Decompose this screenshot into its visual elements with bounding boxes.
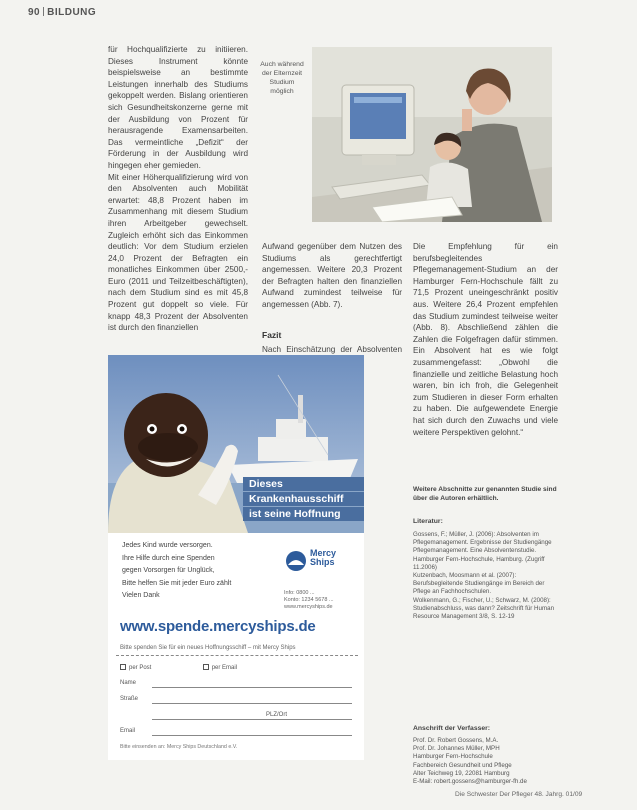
coupon-options bbox=[120, 664, 237, 671]
slogan-line: Krankenhausschiff bbox=[243, 492, 364, 506]
slogan-line: Dieses bbox=[243, 477, 364, 491]
coupon-footer: Bitte einsenden an: Mercy Ships Deutschland e.V. bbox=[120, 744, 238, 750]
address-heading: Anschrift der Verfasser: bbox=[413, 725, 491, 732]
option-label: per Email bbox=[211, 665, 238, 671]
photo-caption: Auch während der Elternzeit Studium möglich bbox=[260, 61, 304, 95]
literature-entry: Kutzenbach, Moosmann et al. (2007): Berufsbegleitende Studiengänge im Bereich der Pflege an Fachhochschulen. bbox=[413, 572, 545, 596]
info-note: Weitere Abschnitte zur genannten Studie sind über die Autoren erhältlich. bbox=[413, 486, 557, 502]
address-block bbox=[413, 737, 558, 786]
page-number: 90 bbox=[28, 7, 41, 18]
page-footer: Die Schwester Der Pfleger 48. Jahrg. 01/09 bbox=[455, 791, 583, 798]
article-column-3: Die Empfehlung für ein berufsbegleitendes Pflegemanagement-Studium an der Hamburger Fern-Hochschule fällt zu 71,5 Prozent uneingeschränkt positiv aus. Weitere 26,4 Prozent empfehlen das Studium zumindest teilweise weiter (Abb. 8). Abschließend zählen die Zahlen die Folgefragen dafür stimmen. Ein Absolvent hat es wie folgt zusammengefasst: „Obwohl die finanzielle und zeitliche Belastung hoch waren, bin ich froh, die Gelegenheit zum Studieren in dieser Form erhalten zu haben. Die aufgewendete Energie hat sich durch den Zuwachs und viele weitere Perspektiven gelohnt.“ bbox=[413, 242, 558, 437]
fazit-heading: Fazit bbox=[262, 330, 282, 340]
ad-body-line: Bitte helfen Sie mit jeder Euro zählt bbox=[122, 579, 232, 587]
field-label: Straße bbox=[120, 696, 139, 702]
ad-body-line: Vielen Dank bbox=[122, 592, 160, 600]
logo-info-line: Konto: 1234 5678 ... bbox=[284, 597, 334, 603]
header-divider bbox=[43, 7, 44, 16]
mercy-ships-logo bbox=[284, 543, 354, 611]
field-label: Name bbox=[120, 680, 137, 686]
checkbox-per-email[interactable] bbox=[203, 664, 209, 670]
email-input-line[interactable] bbox=[152, 735, 352, 736]
address-line: Alter Teichweg 19, 22081 Hamburg bbox=[413, 769, 510, 777]
paragraph: für Hochqualifizierte zu initiieren. Dieses Instrument könnte beispielsweise an bestimmte Leistungen innerhalb des Studiums gekoppelt werden. Bislang orientieren sich Gesundheitskonzerne gerne mit der Ausbildung von Prozent für herausragende Examensarbeiten. Das vermeintliche „Defizit“ der Förderung in der Ausbildung wird hingegen eher gemieden. bbox=[108, 45, 248, 170]
address-line: Fachbereich Gesundheit und Pflege bbox=[413, 761, 512, 769]
street-input-line[interactable] bbox=[152, 703, 352, 704]
ad-body-line: gegen Vorsorgen für Unglück, bbox=[122, 567, 215, 575]
logo-name: Mercy Ships bbox=[310, 548, 337, 567]
paragraph: Mit einer Höherqualifizierung wird von den Absolventen auch Mobilität erwartet: 48,8 Prozent haben im Zusammenhang mit diesem Studium ihren Arbeitgeber gewechselt. Zugleich erhöht sich das Einkommen deutlich: Vor dem Studium erzielen 24,0 Prozent der Befragten ein monatliches Einkommen über 2500,- Euro (2011 und Teilzeitbeschäftigten), nach dem Studium sind es mit 45,8 Prozent gut doppelt so viele. Für knapp 48,3 Prozent der Absolventen ist durch den finanziellen bbox=[108, 172, 248, 333]
ad-slogan bbox=[243, 477, 364, 522]
address-line: Hamburger Fern-Hochschule bbox=[413, 753, 493, 761]
slogan-line: ist seine Hoffnung bbox=[243, 507, 364, 521]
literature-entry: Wolkenmann, G.; Fischer, U.; Schwarz, M. (2008): Studienabschluss, was dann? Zeitschrift für Human Resource Management 3/8, S. 12-19 bbox=[413, 596, 555, 621]
field-label: PLZ/Ort bbox=[266, 712, 288, 718]
address-line: Prof. Dr. Robert Gossens, M.A. bbox=[413, 737, 499, 744]
mercy-ships-advertisement bbox=[108, 355, 364, 760]
article-column-2 bbox=[262, 241, 402, 311]
logo-info-line: www.mercyships.de bbox=[284, 604, 333, 610]
section-title: BILDUNG bbox=[47, 7, 97, 18]
literature-list bbox=[413, 531, 558, 621]
ad-body-line: Ihre Hilfe durch eine Spenden bbox=[122, 554, 215, 562]
literature-entry: Gossens, F.; Müller, J. (2006): Absolventen im Pflegemanagement. Ergebnisse der Studiengänge Pflegemanagement. Eine Absolventenstudie. Hamburger Fern-Hochschule, Hamburg. (Zugriff 11.2006) bbox=[413, 531, 552, 571]
ad-body bbox=[122, 540, 252, 603]
city-input-line[interactable] bbox=[152, 719, 352, 720]
page-header bbox=[28, 7, 96, 18]
field-label: Email bbox=[120, 728, 136, 734]
address-line: Prof. Dr. Johannes Müller, MPH bbox=[413, 745, 500, 753]
literature-heading: Literatur: bbox=[413, 518, 443, 525]
checkbox-per-post[interactable] bbox=[120, 664, 126, 670]
option-label: per Post bbox=[129, 665, 152, 671]
donation-coupon bbox=[116, 655, 358, 755]
logo-info-line: Info: 0800 ... bbox=[284, 590, 315, 596]
address-line: E-Mail: robert.gossens@hamburger-fh.de bbox=[413, 778, 527, 786]
paragraph: Aufwand gegenüber dem Nutzen des Studiums als gerechtfertigt angemessen. Weitere 20,3 Prozent der Befragten halten den finanziellen Aufwand zumindest teilweise für angemessen (Abb. 7). bbox=[262, 242, 402, 309]
article-column-1 bbox=[108, 44, 248, 334]
article-photo bbox=[312, 47, 552, 222]
name-input-line[interactable] bbox=[152, 687, 352, 688]
ad-body-line: Jedes Kind wurde versorgen. bbox=[122, 542, 213, 549]
ad-subline: Bitte spenden Sie für ein neues Hoffnungsschiff – mit Mercy Ships bbox=[120, 645, 296, 651]
donation-url-link[interactable]: www.spende.mercyships.de bbox=[120, 618, 316, 635]
fazit-text: Nach Einschätzung der Absolventen bbox=[262, 345, 402, 354]
